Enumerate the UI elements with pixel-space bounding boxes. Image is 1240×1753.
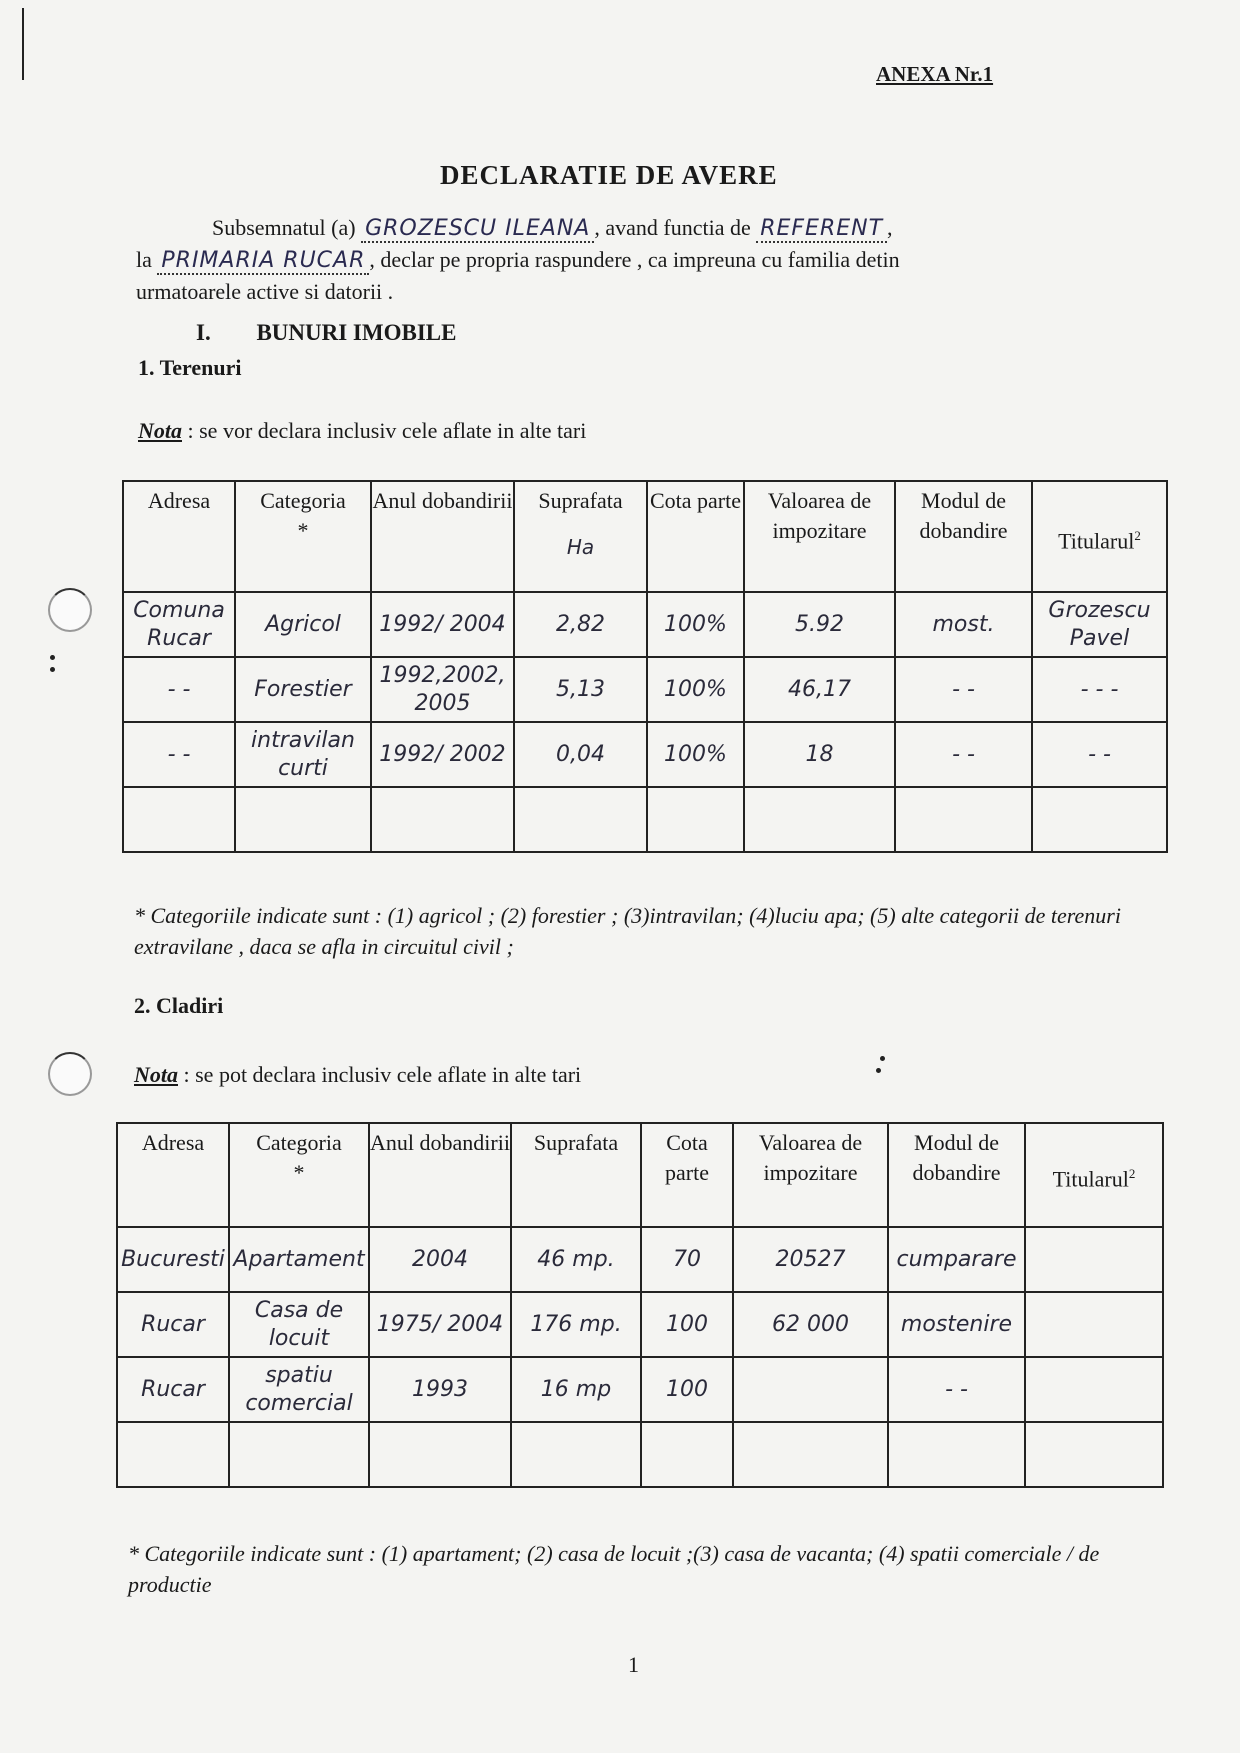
- footnote-ref: 2: [1134, 527, 1141, 543]
- cell-categoria: Apartament: [229, 1227, 369, 1292]
- table-row: [123, 722, 1167, 787]
- cladiri-heading: 2. Cladiri: [134, 993, 224, 1018]
- col-valoarea: Valoarea de impozitare: [733, 1123, 888, 1227]
- cell-titularul: - - -: [1032, 657, 1167, 722]
- punch-hole-top: [48, 588, 92, 632]
- col-titularul: [1025, 1123, 1163, 1227]
- col-categoria: [235, 481, 371, 592]
- cell-titularul: [1025, 1227, 1163, 1292]
- cell-cota: 100: [641, 1292, 733, 1357]
- table-header-row: [117, 1123, 1163, 1227]
- cladiri-note: [134, 1062, 581, 1088]
- cell-anul: [371, 787, 514, 852]
- margin-mark: [22, 8, 24, 80]
- footnote-ref: 2: [1128, 1166, 1136, 1182]
- cell-titularul: [1025, 1292, 1163, 1357]
- nota-label: Nota: [138, 418, 182, 443]
- terenuri-footnote: * Categoriile indicate sunt : (1) agricol ; (2) forestier ; (3)intravilan; (4)luciu apa; (5) alte categorii de terenuri extravilane , daca se afla in circuitul civil ;: [134, 903, 1121, 959]
- table-row: [123, 787, 1167, 852]
- nota-text: : se pot declara inclusiv cele aflate in alte tari: [178, 1062, 582, 1087]
- section-number: I.: [196, 320, 211, 345]
- col-anul: Anul dobandirii: [371, 481, 514, 592]
- table-row: [117, 1422, 1163, 1487]
- cell-cota: 70: [641, 1227, 733, 1292]
- col-titularul: [1032, 481, 1167, 592]
- cell-suprafata: 16 mp: [511, 1357, 641, 1422]
- prefix-text: Subsemnatul (a): [212, 215, 356, 240]
- cell-anul: [369, 1422, 511, 1487]
- declarant-name: GROZESCU ILEANA: [361, 216, 594, 243]
- table-row: [117, 1292, 1163, 1357]
- speck: [880, 1056, 885, 1061]
- cell-cota: [647, 787, 744, 852]
- table-row: [117, 1227, 1163, 1292]
- cell-modul: most.: [895, 592, 1032, 657]
- cell-valoarea: 20527: [733, 1227, 888, 1292]
- cell-modul: - -: [895, 657, 1032, 722]
- cell-anul: 1975/ 2004: [369, 1292, 511, 1357]
- cell-suprafata: 2,82: [514, 592, 647, 657]
- cell-anul: 2004: [369, 1227, 511, 1292]
- col-modul: Modul de dobandire: [895, 481, 1032, 592]
- declaration-text: , declar pe propria raspundere , ca impreuna cu familia detin: [369, 247, 900, 272]
- terenuri-heading: 1. Terenuri: [138, 355, 242, 380]
- col-categoria-label: Categoria: [260, 488, 346, 513]
- cladiri-table: [116, 1122, 1164, 1488]
- cell-adresa: Comuna Rucar: [123, 592, 235, 657]
- table-header-row: [123, 481, 1167, 592]
- cell-suprafata: [514, 787, 647, 852]
- asterisk: *: [293, 1160, 305, 1185]
- cell-modul: mostenire: [888, 1292, 1025, 1357]
- cell-titularul: [1025, 1357, 1163, 1422]
- cell-adresa: - -: [123, 657, 235, 722]
- cell-valoarea: [733, 1422, 888, 1487]
- cell-cota: 100%: [647, 592, 744, 657]
- function-label: , avand functia de: [594, 215, 751, 240]
- col-cota: Cota parte: [647, 481, 744, 592]
- col-adresa: Adresa: [123, 481, 235, 592]
- table-row: [123, 657, 1167, 722]
- col-cota: Cota parte: [641, 1123, 733, 1227]
- cell-adresa: [123, 787, 235, 852]
- col-adresa: Adresa: [117, 1123, 229, 1227]
- cell-anul: 1992/ 2004: [371, 592, 514, 657]
- cell-modul: - -: [888, 1357, 1025, 1422]
- speck: [50, 667, 55, 672]
- cell-titularul: Grozescu Pavel: [1032, 592, 1167, 657]
- asterisk: *: [297, 518, 309, 543]
- col-suprafata: Suprafata: [511, 1123, 641, 1227]
- cell-categoria: spatiu comercial: [229, 1357, 369, 1422]
- cell-titularul: - -: [1032, 722, 1167, 787]
- col-suprafata-label: Suprafata: [538, 488, 623, 513]
- nota-label: Nota: [134, 1062, 178, 1087]
- cell-categoria: Forestier: [235, 657, 371, 722]
- cell-suprafata: 0,04: [514, 722, 647, 787]
- cell-categoria: [235, 787, 371, 852]
- cell-anul: 1992,2002, 2005: [371, 657, 514, 722]
- terenuri-note: [138, 418, 586, 444]
- punctuation: ,: [887, 215, 893, 240]
- col-categoria-label: Categoria: [256, 1130, 342, 1155]
- punch-hole-bottom: [48, 1052, 92, 1096]
- col-titularul-label: Titularul: [1052, 1166, 1129, 1192]
- table-row: [117, 1357, 1163, 1422]
- speck: [50, 655, 55, 660]
- cell-suprafata: 46 mp.: [511, 1227, 641, 1292]
- document-title: DECLARATIE DE AVERE: [440, 160, 778, 190]
- speck: [876, 1068, 881, 1073]
- page-number: 1: [628, 1652, 639, 1677]
- declaration-line-3: urmatoarele active si datorii .: [136, 279, 394, 304]
- cell-valoarea: 5.92: [744, 592, 895, 657]
- cell-anul: 1992/ 2002: [371, 722, 514, 787]
- cell-titularul: [1032, 787, 1167, 852]
- cell-adresa: [117, 1422, 229, 1487]
- cell-cota: 100%: [647, 722, 744, 787]
- annex-label: ANEXA Nr.1: [876, 62, 994, 86]
- cell-valoarea: 18: [744, 722, 895, 787]
- cell-categoria: Casa de locuit: [229, 1292, 369, 1357]
- section-heading: [196, 320, 456, 346]
- cell-suprafata: [511, 1422, 641, 1487]
- cell-valoarea: 62 000: [733, 1292, 888, 1357]
- cell-adresa: Bucuresti: [117, 1227, 229, 1292]
- cladiri-footnote: * Categoriile indicate sunt : (1) apartament; (2) casa de locuit ;(3) casa de vacanta; (4) spatii comerciale / de productie: [128, 1541, 1100, 1597]
- col-categoria: [229, 1123, 369, 1227]
- cell-adresa: - -: [123, 722, 235, 787]
- cell-modul: [895, 787, 1032, 852]
- declarant-function: REFERENT: [756, 216, 887, 243]
- cell-adresa: Rucar: [117, 1357, 229, 1422]
- cell-cota: 100%: [647, 657, 744, 722]
- declarant-statement: [136, 212, 1146, 307]
- cell-suprafata: 176 mp.: [511, 1292, 641, 1357]
- cell-valoarea: 46,17: [744, 657, 895, 722]
- cell-categoria: Agricol: [235, 592, 371, 657]
- section-title: BUNURI IMOBILE: [256, 320, 457, 345]
- col-anul: Anul dobandirii: [369, 1123, 511, 1227]
- nota-text: : se vor declara inclusiv cele aflate in alte tari: [182, 418, 587, 443]
- cell-cota: 100: [641, 1357, 733, 1422]
- col-suprafata: [514, 481, 647, 592]
- cell-categoria: intravilan curti: [235, 722, 371, 787]
- cell-adresa: Rucar: [117, 1292, 229, 1357]
- col-valoarea: Valoarea de impozitare: [744, 481, 895, 592]
- col-modul: Modul de dobandire: [888, 1123, 1025, 1227]
- area-unit: Ha: [566, 535, 595, 559]
- la-label: la: [136, 247, 152, 272]
- terenuri-table: [122, 480, 1168, 853]
- cell-titularul: [1025, 1422, 1163, 1487]
- cell-cota: [641, 1422, 733, 1487]
- table-row: [123, 592, 1167, 657]
- cell-suprafata: 5,13: [514, 657, 647, 722]
- cell-valoarea: [744, 787, 895, 852]
- cell-modul: cumparare: [888, 1227, 1025, 1292]
- col-titularul-label: Titularul: [1058, 528, 1135, 554]
- cell-anul: 1993: [369, 1357, 511, 1422]
- institution-name: PRIMARIA RUCAR: [157, 248, 369, 275]
- cell-modul: - -: [895, 722, 1032, 787]
- cell-valoarea: [733, 1357, 888, 1422]
- cell-categoria: [229, 1422, 369, 1487]
- cell-modul: [888, 1422, 1025, 1487]
